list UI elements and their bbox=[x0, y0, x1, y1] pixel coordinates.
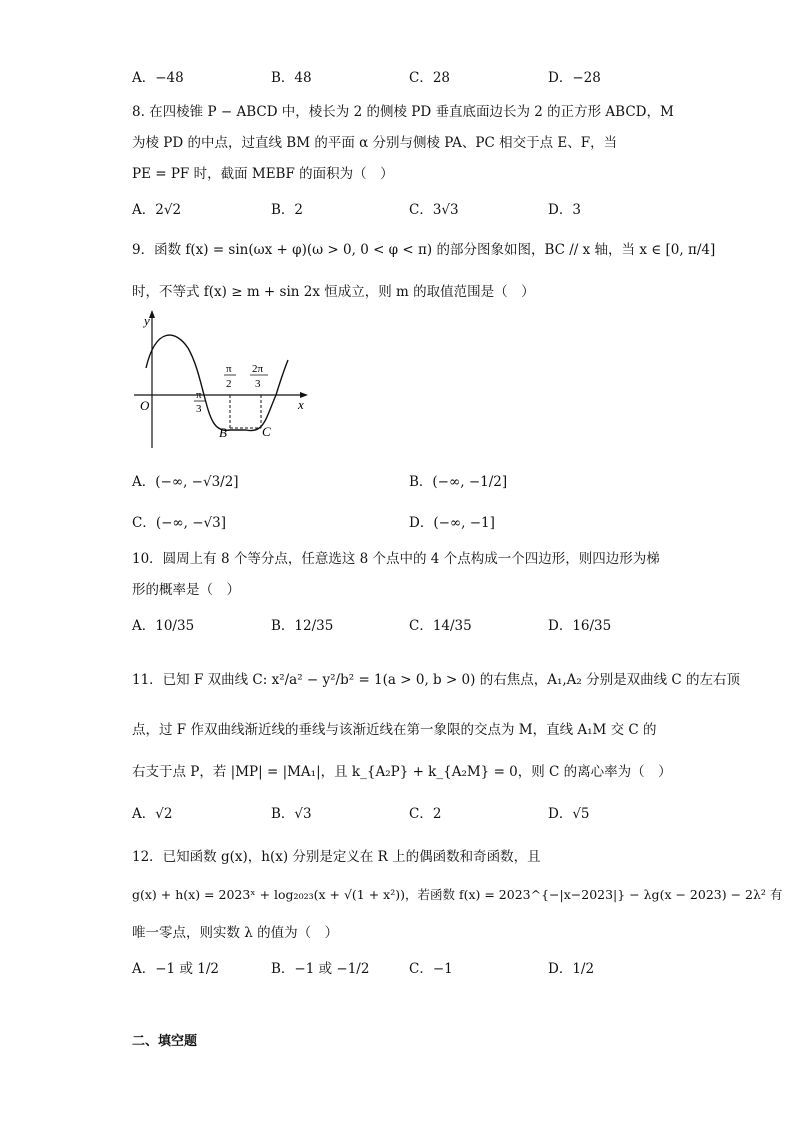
q12-option-c: C．−1 bbox=[409, 961, 453, 977]
q7-option-b: B．48 bbox=[271, 70, 312, 86]
q10-option-c: C．14/35 bbox=[409, 618, 472, 634]
q7-option-c: C．28 bbox=[409, 70, 451, 86]
q8-line-1: 8. 在四棱锥 P − ABCD 中，棱长为 2 的侧棱 PD 垂直底面边长为 2 的正方形 ABCD，M bbox=[132, 104, 674, 120]
q10-option-b: B．12/35 bbox=[271, 618, 334, 634]
q12-option-d: D．1/2 bbox=[548, 961, 595, 977]
q12-option-b: B．−1 或 −1/2 bbox=[271, 961, 370, 977]
q10-line-1: 10．圆周上有 8 个等分点，任意选这 8 个点中的 4 个点构成一个四边形，则四边形为梯 bbox=[132, 551, 660, 567]
q7-option-d: D．−28 bbox=[548, 70, 601, 86]
q12-line-3: 唯一零点，则实数 λ 的值为（ ） bbox=[132, 925, 339, 941]
q10-option-a: A．10/35 bbox=[132, 618, 195, 634]
q11-option-b: B．√3 bbox=[271, 806, 312, 822]
q8-line-3: PE = PF 时，截面 MEBF 的面积为（ ） bbox=[132, 166, 394, 182]
graph-tick-pi-3-den: 3 bbox=[196, 403, 202, 415]
graph-x-label: x bbox=[298, 397, 304, 412]
graph-tick-pi-2-den: 2 bbox=[226, 378, 232, 390]
q10-line-2: 形的概率是（ ） bbox=[132, 582, 240, 598]
graph-tick-2pi-3-num: 2π bbox=[252, 363, 264, 375]
q8-option-b: B．2 bbox=[271, 202, 304, 218]
q11-option-a: A．√2 bbox=[132, 806, 173, 822]
q7-option-a: A．−48 bbox=[132, 70, 184, 86]
q8-option-a: A．2√2 bbox=[132, 202, 182, 218]
q11-option-c: C．2 bbox=[409, 806, 442, 822]
q8-option-d: D．3 bbox=[548, 202, 581, 218]
q11-option-d: D．√5 bbox=[548, 806, 590, 822]
q9-line-2: 时，不等式 f(x) ≥ m + sin 2x 恒成立，则 m 的取值范围是（ ） bbox=[132, 284, 535, 300]
section-heading-fill-in: 二、填空题 bbox=[132, 1034, 198, 1049]
q9-option-a: A．(−∞, −√3/2] bbox=[132, 474, 239, 490]
q8-option-c: C．3√3 bbox=[409, 202, 459, 218]
graph-tick-pi-3-num: π bbox=[196, 389, 202, 401]
graph-tick-pi-2-num: π bbox=[226, 363, 232, 375]
q11-line-2: 点，过 F 作双曲线渐近线的垂线与该渐近线在第一象限的交点为 M，直线 A₁M 交 C 的 bbox=[132, 722, 657, 738]
q12-line-2: g(x) + h(x) = 2023ˣ + log₂₀₂₃(x + √(1 + x²))，若函数 f(x) = 2023^{−|x−2023|} − λg(x − 2023) − 2λ² 有 bbox=[132, 887, 783, 902]
q10-option-d: D．16/35 bbox=[548, 618, 612, 634]
q9-option-b: B．(−∞, −1/2] bbox=[409, 474, 508, 490]
q9-line-1: 9．函数 f(x) = sin(ωx + φ)(ω > 0, 0 < φ < π) 的部分图象如图，BC // x 轴，当 x ∈ [0, π/4] bbox=[132, 242, 716, 258]
q9-option-d: D．(−∞, −1] bbox=[409, 515, 495, 531]
q12-line-1: 12．已知函数 g(x)，h(x) 分别是定义在 R 上的偶函数和奇函数，且 bbox=[132, 849, 541, 865]
q8-line-2: 为棱 PD 的中点，过直线 BM 的平面 α 分别与侧棱 PA、PC 相交于点 E、F，当 bbox=[132, 135, 618, 151]
graph-point-b: B bbox=[219, 425, 227, 440]
q9-option-c: C．(−∞, −√3] bbox=[132, 515, 227, 531]
q9-function-graph bbox=[128, 308, 318, 453]
q11-line-1: 11．已知 F 双曲线 C: x²/a² − y²/b² = 1(a > 0, b > 0) 的右焦点，A₁,A₂ 分别是双曲线 C 的左右顶 bbox=[132, 672, 741, 688]
graph-origin-label: O bbox=[140, 398, 150, 413]
graph-y-label: y bbox=[144, 313, 150, 328]
q11-line-3: 右支于点 P，若 |MP| = |MA₁|，且 k_{A₂P} + k_{A₂M} = 0，则 C 的离心率为（ ） bbox=[132, 764, 672, 780]
graph-tick-2pi-3-den: 3 bbox=[255, 378, 261, 390]
graph-point-c: C bbox=[262, 424, 271, 439]
q12-option-a: A．−1 或 1/2 bbox=[132, 961, 219, 977]
